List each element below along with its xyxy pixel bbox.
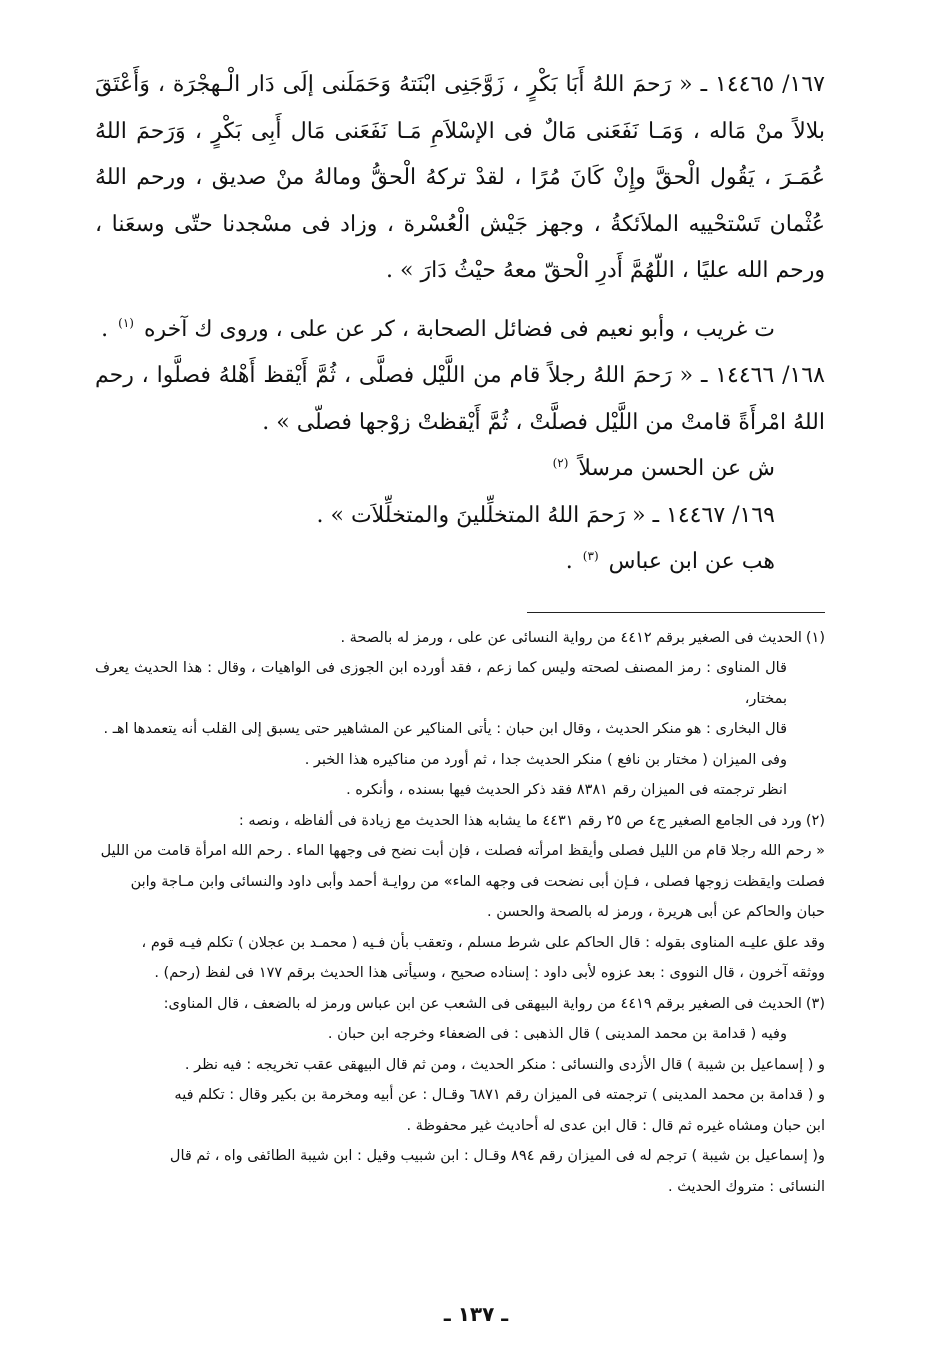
hadith-168 (95, 353, 825, 446)
footnote-2 (95, 806, 825, 989)
footnote-line: فصلت وايقظت زوجها فصلى ، فـإن أبى نضحت فى وجهه الماء» من روايـة أحمد وأبى داود والنسائى وابن مـاجة وابن (130, 873, 825, 890)
footnote-line: ووثقه آخرون ، قال النووى : بعد عزوه لأبى داود : إسناده صحيح ، وسيأتى هذا الحديث برقم ١٧٧ فى لفظ (رحم) . (154, 965, 825, 981)
footnote-text: ورد فى الجامع الصغير ج٤ ص ٢٥ رقم ٤٤٣١ ما يشابه هذا الحديث مع زيادة فى ألفاظه ، ونصه : (238, 812, 802, 829)
footnote-number: (٣) (805, 995, 825, 1012)
footnote-text: الحديث فى الصغير برقم ٤٤١٩ من رواية البيهقى فى الشعب عن ابن عباس ورمز له بالضعف ، قال المناوى: (163, 995, 802, 1012)
source-text: ش عن الحسن مرسلاً (578, 456, 775, 481)
footnote-line: و ( قدامة بن محمد المدينى ) ترجمته فى الميزان رقم ٦٨٧١ وقـال : عن أبيه ومخرمة بن بكير وقال : تكلم فيه (174, 1087, 825, 1103)
hadith-number: ١٦٧/ ١٤٤٦٥ ـ (700, 72, 825, 97)
footnote-line: و( إسماعيل بن شيبة ) ترجم له فى الميزان رقم ٨٩٤ وقـال : ابن شبيب وقيل : ابن شيبة الطائفى واه ، ثم قال (169, 1148, 825, 1164)
hadith-source-167 (95, 307, 825, 354)
footnote-line: و ( إسماعيل بن شيبة ) قال الأزدى والنسائى : منكر الحديث ، ومن ثم قال البيهقى عقب تخريجه : فيه نظر . (184, 1056, 825, 1073)
footnote-line: ابن حبان ومشاه غيره ثم قال : قال ابن عدى له أحاديث غير محفوظة . (406, 1117, 825, 1134)
footnote-divider (527, 612, 825, 613)
footnote-number: (٢) (805, 812, 825, 829)
footnote-3 (95, 989, 825, 1203)
hadith-text: « رَحمَ اللهُ أَبَا بَكْرٍ ، زَوَّجَنِى ابْنَتهُ وَحَمَلَنى إلَى دَار الْـهجْرَة ، وَأَعْتَقَ بلالاً منْ مَاله ، وَمَـا نَفَعَنى مَالٌ فى الإسْلاَمِ مَـا نَفَعَنى مَال أَبِى بَكْرٍ ، وَرَحمَ اللهُ عُمَـرَ ، يَقُول الْحقَّ وإِنْ كَانَ مُرًا ، لقدْ تركهُ الْحقُّ ومالهُ منْ صديق ، ورحم اللهُ عُثْمان تَسْتحْييه الملاَئكةُ ، وجهز جَيْش الْعُسْرة ، وزاد فى مسْجدنا حتّى وسعَنا ، ورحم الله عليًا ، اللّهُمَّ أَدرِ الْحقّ معهُ حيْثُ دَارَ » . (95, 72, 825, 283)
footnote-line: وقد علق عليـه المناوى بقوله : قال الحاكم على شرط مسلم ، وتعقب بأن فـيه ( محمـد بن عجلان ) تكلم فيـه قوم ، (141, 934, 825, 951)
hadith-number: ١٦٨/ ١٤٤٦٦ ـ (700, 363, 825, 388)
hadith-169 (95, 493, 825, 540)
hadith-167 (95, 62, 825, 295)
footnote-text: الحديث فى الصغير برقم ٤٤١٢ من رواية النسائى عن على ، ورمز له بالصحة . (340, 629, 802, 646)
footnote-line: وفى الميزان ( مختار بن نافع ) منكر الحديث جدا ، ثم أورد من مناكيره هذا الخبر . (304, 751, 787, 768)
footnote-number: (١) (805, 629, 825, 646)
hadith-text: « رَحمَ اللهُ المتخلِّلينَ والمتخلِّلاَت » . (316, 502, 646, 528)
hadith-source-169 (95, 539, 825, 586)
footnote-line: « رحم الله رجلا قام من الليل فصلى وأيقظ امرأته فصلت ، فإن أبت نضح فى وجهها الماء . رحم الله امرأة قامت من الليل (100, 843, 825, 859)
footnotes (95, 623, 825, 1203)
footnote-ref-1[interactable]: (١) (118, 316, 134, 331)
source-text: ت غريب ، وأبو نعيم فى فضائل الصحابة ، كر عن على ، وروى ك آخره (143, 316, 775, 342)
footnote-line (95, 989, 825, 1020)
source-end: . (101, 316, 109, 342)
footnote-line: النسائى : متروك الحديث . (667, 1178, 825, 1195)
hadith-source-168 (95, 446, 825, 493)
footnote-1 (95, 623, 825, 806)
page-number: ـ ١٣٧ ـ (443, 1302, 509, 1326)
hadith-number: ١٦٩/ ١٤٤٦٧ ـ (652, 502, 775, 528)
footnote-line: وفيه ( قدامة بن محمد المدينى ) قال الذهبى : فى الضعفاء وخرجه ابن حبان . (327, 1026, 787, 1042)
source-end: . (565, 549, 573, 574)
source-text: هب عن ابن عباس (608, 549, 775, 574)
footnote-ref-2[interactable]: (٢) (552, 455, 569, 470)
footnote-line: قال البخارى : هو منكر الحديث ، وقال ابن حبان : يأتى المناكير عن المشاهير حتى يسبق إلى القلب أنه يتعمدها اهـ . (103, 721, 787, 737)
footnote-line: حبان والحاكم عن أبى هريرة ، ورمز له بالصحة والحسن . (486, 904, 825, 920)
hadith-text: « رَحمَ اللهُ رجلاً قام من اللَّيْل فصلَّى ، ثُمَّ أَيْقظ أَهْلهُ فصلَّوا ، رحم اللهُ امْرأَةً قامتْ من اللَّيْل فصلَّتْ ، ثُمَّ أَيْقظتْ زوْجها فصلّى » . (95, 363, 825, 435)
footnote-ref-3[interactable]: (٣) (582, 548, 599, 563)
footnote-line (95, 623, 825, 654)
book-page (95, 62, 825, 1202)
footnote-line (95, 806, 825, 837)
footnote-line: قال المناوى : رمز المصنف لصحته وليس كما زعم ، فقد أورده ابن الجوزى فى الواهيات ، وقال : هذا الحديث يعرف بمختار، (95, 660, 787, 707)
footnote-line: انظر ترجمته فى الميزان رقم ٨٣٨١ فقد ذكر الحديث فيها بسنده ، وأنكره . (346, 782, 787, 798)
main-text (95, 62, 825, 586)
